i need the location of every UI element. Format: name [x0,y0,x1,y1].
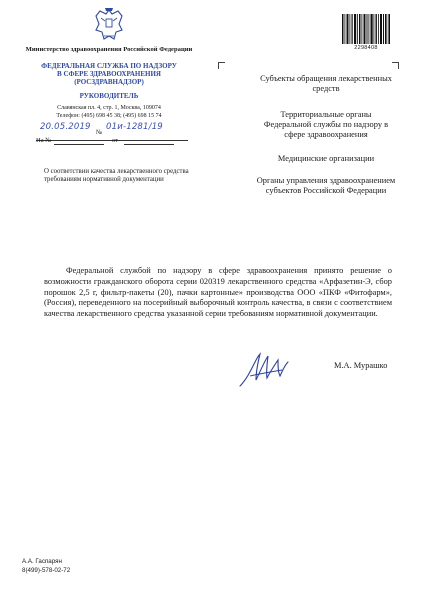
letter-subject: О соответствии качества лекарственного средства требованиям нормативной документации [44,168,189,184]
reference-date-line [124,144,174,145]
letter-body: Федеральной службой по надзору в сфере здравоохранения принято решение о возможности гражданского оборота серии 020319 лекарственного средства «Арфазетин-Э, сбор порошок 2,5 г, фильтр-пакеты (20), пачки картонные» производства ООО «ПКФ «Фитофарм», (Россия), переведенного на посерийный выборочный контроль качества, в связи с соответствием качества лекарственного средства указанной серии требованиям нормативной документации. [44,266,392,319]
executor-name: А.А. Гаспарян [22,558,62,565]
agency-name-line1: ФЕДЕРАЛЬНАЯ СЛУЖБА ПО НАДЗОРУ [41,62,177,70]
role-title: РУКОВОДИТЕЛЬ [79,92,139,100]
handwritten-signature [236,346,300,390]
agency-abbreviation: (РОСЗДРАВНАДЗОР) [74,78,144,86]
address-corner-mark-tl [218,62,225,69]
recipient-2: Территориальные органы Федеральной службы по надзору в сфере здравоохранения [263,110,389,139]
barcode-number: 2298408 [354,45,378,51]
executor-phone: 8(499)-578-02-72 [22,567,71,574]
ministry-name: Министерство здравоохранения Российской Федерации [25,46,193,53]
recipient-4: Органы управления здравоохранением субъектов Российской Федерации [256,176,396,195]
recipient-3: Медицинские организации [277,154,375,163]
phone: Телефон: (495) 698 45 38; (495) 698 15 74 [56,113,162,119]
recipient-1: Субъекты обращения лекарственных средств [260,74,392,93]
reference-date-label: от [112,137,119,144]
number-prefix: № [96,129,103,136]
signatory-name: М.А. Мурашко [334,361,388,370]
coat-of-arms-emblem-icon [92,6,126,44]
address-corner-mark-tr [392,62,399,69]
agency-name-line2: В СФЕРЕ ЗДРАВООХРАНЕНИЯ [57,70,161,78]
document-number-handwritten: 01и-1281/19 [106,122,163,132]
barcode-icon [342,14,390,44]
address: Славянская пл. 4, стр. 1, Москва, 109074 [57,105,161,111]
reference-number-label: На № [36,137,52,144]
reference-number-line [54,144,104,145]
issue-date-handwritten: 20.05.2019 [40,122,91,132]
